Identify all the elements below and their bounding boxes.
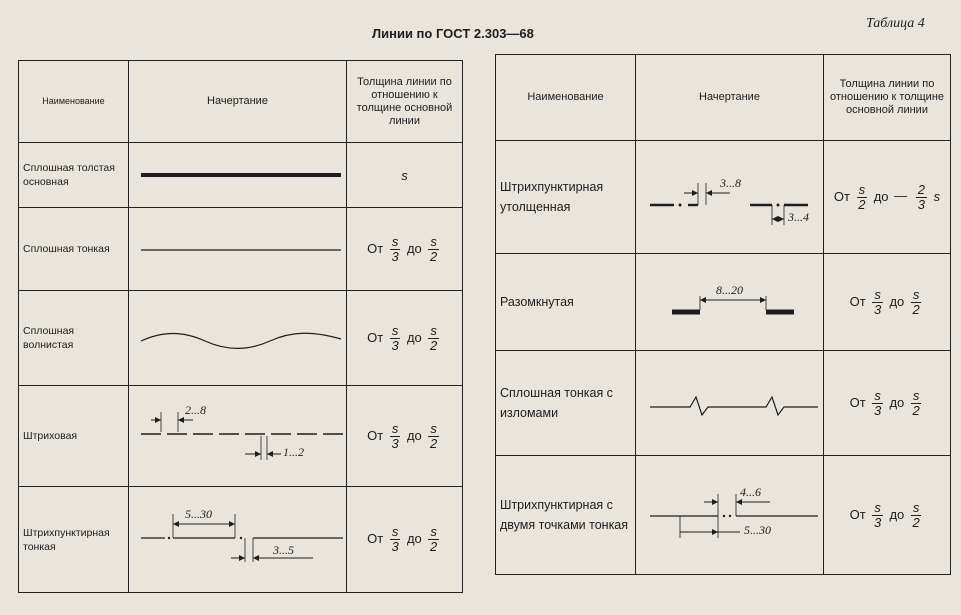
page-title: Линии по ГОСТ 2.303—68 (372, 26, 534, 41)
dim-label: 8...20 (716, 283, 743, 297)
line-sample-solid-wavy (129, 291, 347, 386)
line-thickness: От $\frac{s}{3}$ до $\frac{s}{2}$ (824, 351, 951, 456)
table-row (496, 141, 951, 254)
dim-label: 2...8 (185, 403, 206, 417)
line-thickness: От $\frac{s}{3}$ до $\frac{s}{2}$ (347, 208, 463, 291)
table-row (496, 351, 951, 456)
line-name: Сплошная толстая основная (19, 143, 129, 208)
line-thickness: От $\frac{s}{3}$ до $\frac{s}{2}$ (347, 291, 463, 386)
col-header-style: Начертание (129, 61, 347, 143)
dim-label: 5...30 (744, 523, 771, 537)
left-lines-table (18, 60, 463, 593)
table-row (19, 291, 463, 386)
line-sample-solid-thick (129, 143, 347, 208)
col-header-style: Начертание (636, 55, 824, 141)
line-sample-dash-two-dots (636, 456, 824, 575)
line-name: Сплошная тонкая с изломами (496, 351, 636, 456)
line-name: Штрихпунктирная тонкая (19, 487, 129, 593)
dim-label: 3...8 (720, 176, 741, 190)
col-header-thickness: Толщина линии по отношению к толщине основной линии (824, 55, 951, 141)
table-row (496, 254, 951, 351)
table-row (19, 487, 463, 593)
dim-label: 1...2 (283, 445, 304, 459)
dim-label: 4...6 (740, 485, 761, 499)
table-row (496, 456, 951, 575)
line-thickness: От $\frac{s}{3}$ до $\frac{s}{2}$ (347, 487, 463, 593)
line-thickness: s (347, 143, 463, 208)
line-name: Штрихпунктирная с двумя точками тонкая (496, 456, 636, 575)
line-name: Сплошная тонкая (19, 208, 129, 291)
col-header-thickness: Толщина линии по отношению к толщине основной линии (347, 61, 463, 143)
line-sample-dashed (129, 386, 347, 487)
line-name: Сплошная волнистая (19, 291, 129, 386)
dim-label: 5...30 (185, 506, 212, 521)
line-name: Штрихпунктирная утолщенная (496, 141, 636, 254)
line-sample-zigzag (636, 351, 824, 456)
dim-label: 3...4 (788, 210, 809, 224)
line-sample-dash-dot-thick (636, 141, 824, 254)
line-name: Штриховая (19, 386, 129, 487)
col-header-name: Наименование (19, 61, 129, 143)
right-lines-table (495, 54, 951, 575)
col-header-name: Наименование (496, 55, 636, 141)
table-row (19, 386, 463, 487)
dim-label: 3...5 (273, 542, 294, 557)
table-row (19, 143, 463, 208)
line-thickness: От $\frac{s}{3}$ до $\frac{s}{2}$ (824, 456, 951, 575)
line-thickness: От $\frac{s}{3}$ до $\frac{s}{2}$ (824, 254, 951, 351)
line-thickness: От $\frac{s}{2}$ до — $\frac{2}{3}$ s (824, 141, 951, 254)
line-sample-solid-thin (129, 208, 347, 291)
line-sample-dash-dot-thin (129, 487, 347, 593)
line-thickness: От $\frac{s}{3}$ до $\frac{s}{2}$ (347, 386, 463, 487)
table-row (19, 208, 463, 291)
table-number: Таблица 4 (866, 16, 925, 31)
line-name: Разомкнутая (496, 254, 636, 351)
line-sample-open (636, 254, 824, 351)
